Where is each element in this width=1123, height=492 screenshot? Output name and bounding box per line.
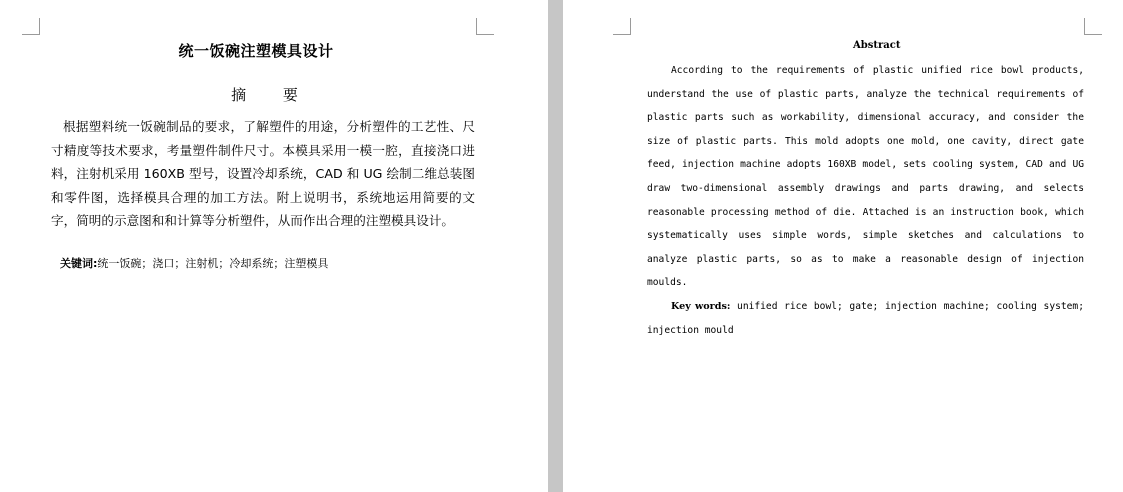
keywords-label-en: Key words: xyxy=(671,300,731,312)
crop-mark-top-right xyxy=(1084,18,1102,35)
keywords-text-en: unified rice bowl; gate; injection machine; cooling system; injection mould xyxy=(647,300,1084,336)
crop-mark-top-right xyxy=(476,18,494,35)
keywords-line xyxy=(60,254,328,274)
abstract-body-en xyxy=(647,59,1084,342)
right-page xyxy=(563,0,1123,492)
keywords-label: 关键词: xyxy=(60,257,98,270)
crop-mark-top-left xyxy=(22,18,40,35)
abstract-heading: 摘 要 xyxy=(231,86,314,104)
document-title: 统一饭碗注塑模具设计 xyxy=(178,42,334,60)
abstract-title: Abstract xyxy=(853,40,901,51)
keywords-line-en xyxy=(647,295,1084,342)
abstract-body-text: According to the requirements of plastic unified rice bowl products, understand the use of plastic parts, analyze the technical requirements of plastic parts such as workability, dimensional accuracy, and consider the size of plastic parts. This mold adopts one mold, one cavity, direct gate feed, injection machine adopts 160XB model, sets cooling system, CAD and UG draw two-dimensional assembly drawings and parts drawing, and selects reasonable processing method of die. Attached is an instruction book, which systematically uses simple words, simple sketches and calculations to analyze plastic parts, so as to make a reasonable design of injection moulds. xyxy=(647,65,1084,289)
left-page xyxy=(0,0,548,492)
keywords-text: 统一饭碗；浇口；注射机；冷却系统；注塑模具 xyxy=(97,257,329,270)
crop-mark-top-left xyxy=(613,18,631,35)
page-gutter xyxy=(548,0,563,492)
abstract-body: 根据塑料统一饭碗制品的要求，了解塑件的用途，分析塑件的工艺性、尺寸精度等技术要求，考量塑件制件尺寸。本模具采用一模一腔，直接浇口进料，注射机采用 160XB 型号，设置冷却系统，CAD 和 UG 绘制二维总装图和零件图，选择模具合理的加工方法。附上说明书，系统地运用简要的文字，简明的示意图和和计算等分析塑件，从而作出合理的注塑模具设计。 xyxy=(51,119,475,228)
